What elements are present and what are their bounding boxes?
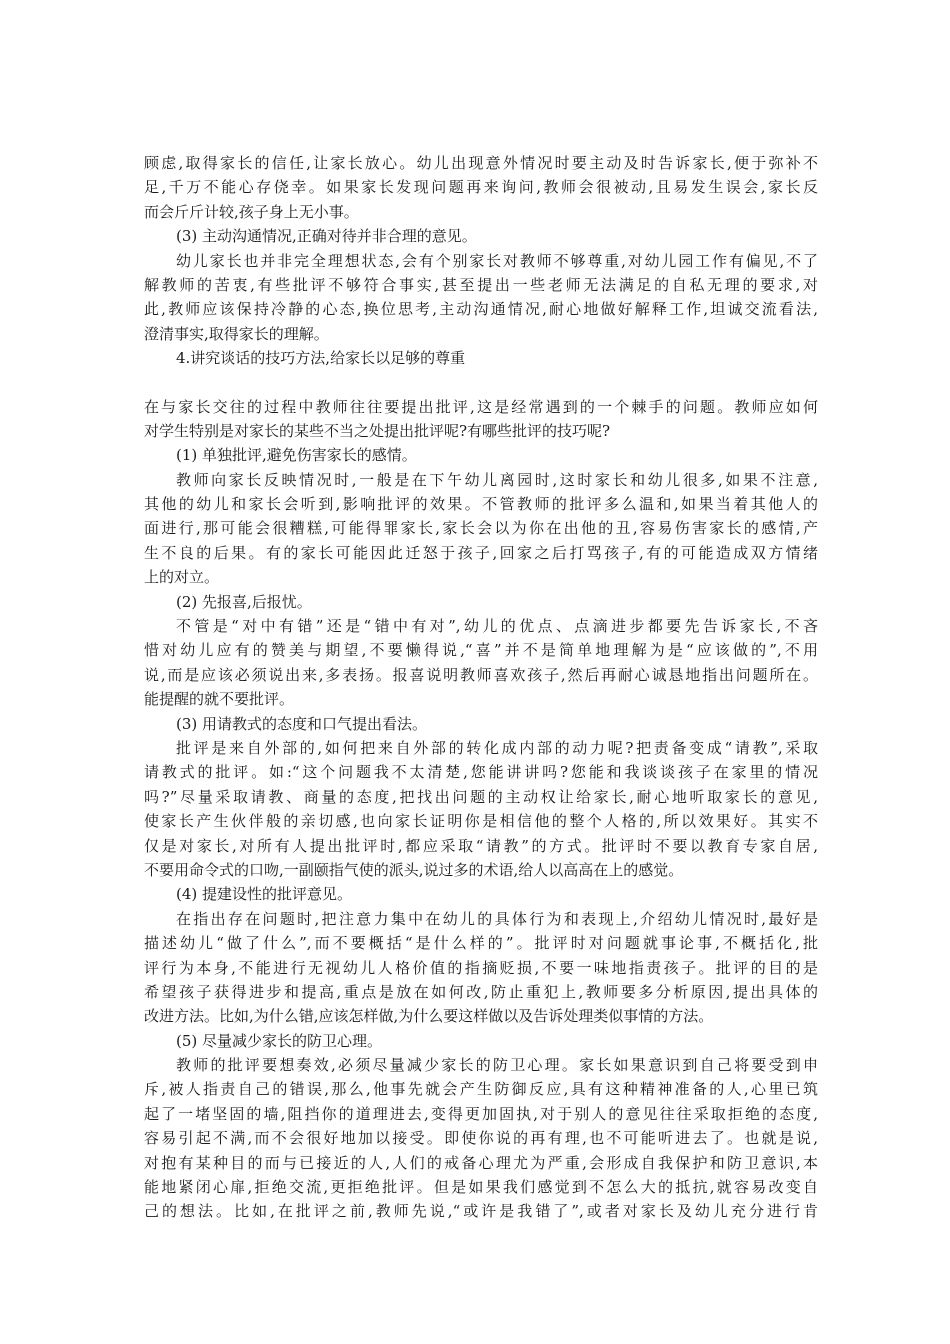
text-line: 对学生特别是对家长的某些不当之处提出批评呢?有哪些批评的技巧呢?	[144, 421, 611, 440]
subheading: (3) 主动沟通情况,正确对待并非合理的意见。	[176, 227, 477, 246]
text-line: 改进方法。比如,为什么错,应该怎样做,为什么要这样做以及告诉处理类似事情的方法。	[144, 1007, 714, 1026]
text-line: 澄清事实,取得家长的理解。	[144, 324, 329, 343]
text-line: 对抱有某种目的而与已接近的人,人们的戒备心理尤为严重,会形成自我保护和防卫意识,本	[144, 1153, 818, 1172]
text-line: 幼儿家长也并非完全理想状态,会有个别家长对教师不够尊重,对幼儿园工作有偏见,不了	[176, 251, 818, 270]
text-line: 此,教师应该保持冷静的心态,换位思考,主动沟通情况,耐心地做好解释工作,坦诚交流看法,	[144, 300, 818, 319]
text-line: 吗?”尽量采取请教、商量的态度,把找出问题的主动权让给家长,耐心地听取家长的意见,	[144, 787, 818, 806]
text-line: 而会斤斤计较,孩子身上无小事。	[144, 202, 359, 221]
text-line: 解教师的苦衷,有些批评不够符合事实,甚至提出一些老师无法满足的自私无理的要求,对	[144, 275, 818, 294]
text-line: 说,而是应该必须说出来,多表扬。报喜说明教师喜欢孩子,然后再耐心诚恳地指出问题所在。	[144, 665, 818, 684]
text-line: 希望孩子获得进步和提高,重点是放在如何改,防止重犯上,教师要多分析原因,提出具体的	[144, 982, 818, 1001]
text-line: 不管是“对中有错”还是“错中有对”,幼儿的优点、点滴进步都要先告诉家长,不吝	[176, 617, 818, 636]
text-line: 顾虑,取得家长的信任,让家长放心。幼儿出现意外情况时要主动及时告诉家长,便于弥补不	[144, 154, 818, 172]
subheading: (4) 提建设性的批评意见。	[176, 885, 353, 904]
text-line: 请教式的批评。如:“这个问题我不太清楚,您能讲讲吗?您能和我谈谈孩子在家里的情况	[144, 763, 818, 782]
text-line: 教师向家长反映情况时,一般是在下午幼儿离园时,这时家长和幼儿很多,如果不注意,	[176, 470, 818, 489]
text-line: 己的想法。比如,在批评之前,教师先说,“或许是我错了”,或者对家长及幼儿充分进行肯	[144, 1202, 818, 1221]
text-line: 斥,被人指责自己的错误,那么,他事先就会产生防御反应,具有这种精神准备的人,心里已筑	[144, 1080, 818, 1099]
text-line: 足,千万不能心存侥幸。如果家长发现问题再来询问,教师会很被动,且易发生误会,家长反	[144, 178, 818, 197]
subheading: (1) 单独批评,避免伤害家长的感情。	[176, 446, 417, 465]
text-line: 在与家长交往的过程中教师往往要提出批评,这是经常遇到的一个棘手的问题。教师应如何	[144, 397, 818, 416]
text-line: 上的对立。	[144, 568, 220, 587]
text-line: 惜对幼儿应有的赞美与期望,不要懒得说,“喜”并不是简单地理解为是“应该做的”,不用	[144, 641, 818, 660]
subheading: (2) 先报喜,后报忧。	[176, 592, 312, 611]
text-line: 教师的批评要想奏效,必须尽量减少家长的防卫心理。家长如果意识到自己将要受到申	[176, 1056, 818, 1075]
text-line: 描述幼儿“做了什么”,而不要概括“是什么样的”。批评时对问题就事论事,不概括化,批	[144, 934, 818, 953]
text-line: 生不良的后果。有的家长可能因此迁怒于孩子,回家之后打骂孩子,有的可能造成双方情绪	[144, 543, 818, 562]
text-line: 使家长产生伙伴般的亲切感,也向家长证明你是相信他的整个人格的,所以效果好。其实不	[144, 812, 818, 831]
text-line: 起了一堵坚固的墙,阻挡你的道理进去,变得更加固执,对于别人的意见往往采取拒绝的态度,	[144, 1104, 818, 1123]
text-line: 容易引起不满,而不会很好地加以接受。即使你说的再有理,也不可能听进去了。也就是说,	[144, 1129, 818, 1148]
text-line: 评行为本身,不能进行无视幼儿人格价值的指摘贬损,不要一味地指责孩子。批评的目的是	[144, 958, 818, 977]
section-heading: 4.讲究谈话的技巧方法,给家长以足够的尊重	[176, 349, 466, 368]
text-line: 能地紧闭心扉,拒绝交流,更拒绝批评。但是如果我们感觉到不怎么大的抵抗,就容易改变自	[144, 1178, 818, 1197]
spacer	[144, 371, 818, 395]
subheading: (3) 用请教式的态度和口气提出看法。	[176, 714, 428, 733]
text-line: 不要用命令式的口吻,一副颐指气使的派头,说过多的术语,给人以高高在上的感觉。	[144, 860, 684, 879]
text-line: 其他的幼儿和家长会听到,影响批评的效果。不管教师的批评多么温和,如果当着其他人的	[144, 495, 818, 514]
text-line: 能提醒的就不要批评。	[144, 690, 295, 709]
text-line: 在指出存在问题时,把注意力集中在幼儿的具体行为和表现上,介绍幼儿情况时,最好是	[176, 909, 818, 928]
document-body	[144, 151, 818, 1224]
text-line: 面进行,那可能会很糟糕,可能得罪家长,家长会以为你在出他的丑,容易伤害家长的感情,产	[144, 519, 818, 538]
text-line: 仅是对家长,对所有人提出批评时,都应采取“请教”的方式。批评时不要以教育专家自居,	[144, 836, 818, 855]
text-line: 批评是来自外部的,如何把来自外部的转化成内部的动力呢?把责备变成“请教”,采取	[176, 738, 818, 757]
subheading: (5) 尽量减少家长的防卫心理。	[176, 1031, 383, 1050]
